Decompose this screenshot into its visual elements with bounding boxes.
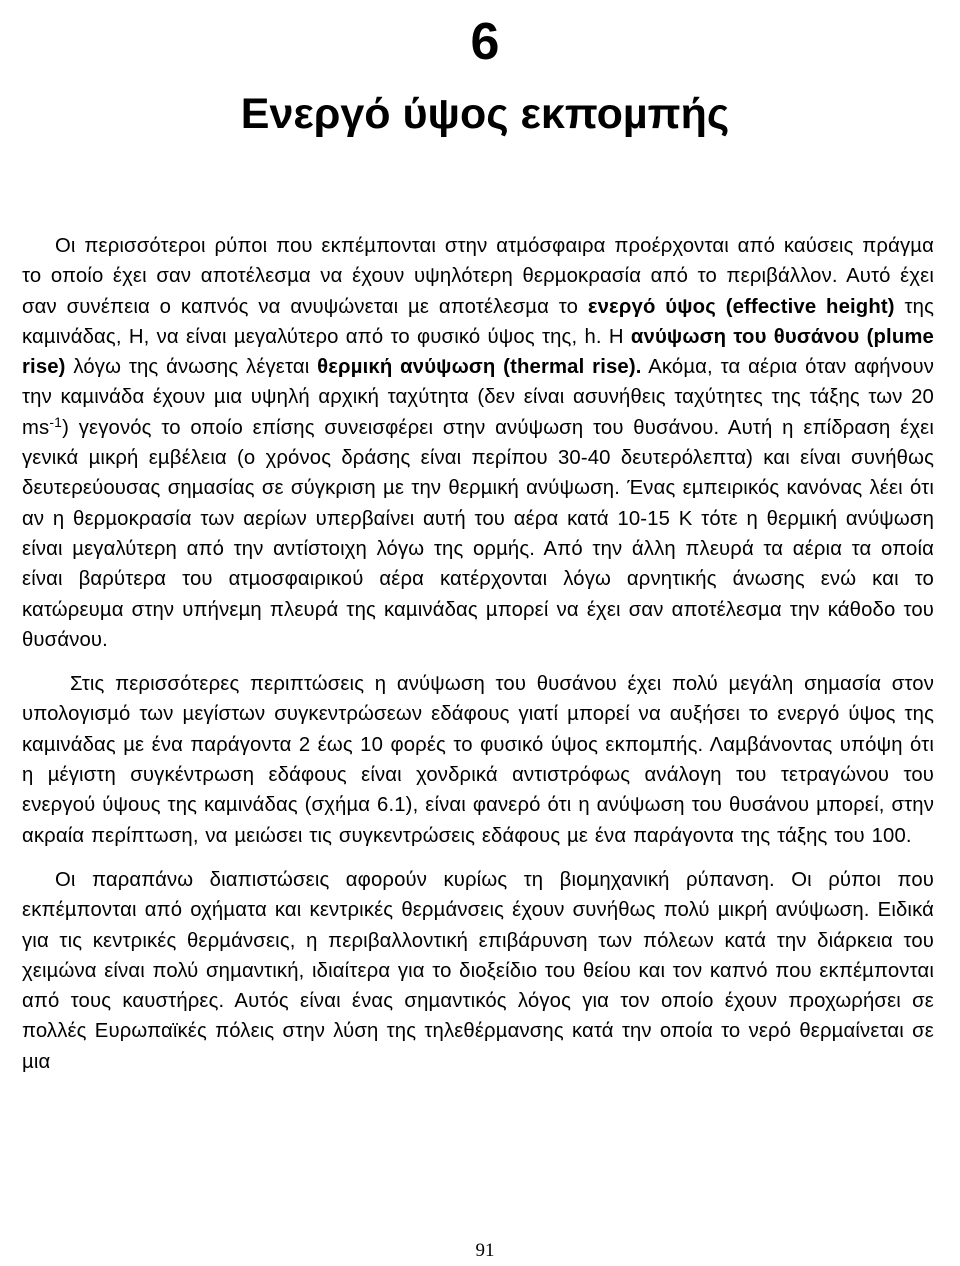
page-number: 91 <box>475 1240 495 1261</box>
paragraph-1-part-4: Ακόµα, τα αέρια όταν αφήνουν την καµινάδα έχουν µια υψηλή αρχική ταχύτητα (δεν είναι ασυνήθεις ταχύτητες της τάξης των 20 ms <box>22 356 934 439</box>
paragraph-3: Οι παραπάνω διαπιστώσεις αφορούν κυρίως τη βιοµηχανική ρύπανση. Οι ρύποι που εκπέµπονται από οχήµατα και κεντρικές θερµάνσεις έχουν συνήθως πολύ µικρή ανύψωση. Ειδικά για τις κεντρικές θερµάνσεις, η περιβαλλοντική επιβάρυνση των πόλεων κατά την διάρκεια του χειµώνα είναι πολύ σηµαντική, ιδιαίτερα για το διοξείδιο του θείου και τον καπνό που εκπέµπονται από τους καυστήρες. Αυτός είναι ένας σηµαντικός λόγος για τον οποίο έχουν προχωρήσει σε πολλές Ευρωπαϊκές πόλεις στην λύση της τηλεθέρµανσης κατά την οποία το νερό θερµαίνεται σε µια <box>22 868 934 1073</box>
term-plume-rise: ανύψωση του θυσάνου (plume rise) <box>22 325 934 379</box>
paragraph-1 <box>22 231 934 655</box>
paragraph-1-part-3: λόγω της άνωσης λέγεται <box>65 356 318 379</box>
body-text <box>22 231 934 1077</box>
term-effective-height: ενεργό ύψος (effective height) <box>587 295 895 318</box>
paragraph-1-part-5: ) γεγονός το οποίο επίσης συνεισφέρει στην ανύψωση του θυσάνου. Αυτή η επίδραση έχει γενικά µικρή εµβέλεια (ο χρόνος δράσης είναι περίπου 30-40 δευτερόλεπτα) και είναι συνήθως δευτερεύουσας σηµασίας σε σύγκριση µε την θερµική ανύψωση. Ένας εµπειρικός κανόνας λέει ότι αν η θερµοκρασία των αερίων υπερβαίνει αυτή του αέρα κατά 10-15 K τότε η θερµική ανύψωση είναι µεγαλύτερη από την αντίστοιχη λόγω της ορµής. Από την άλλη πλευρά τα αέρια τα οποία είναι βαρύτερα του ατµοσφαιρικού αέρα κατέρχονται λόγω αρνητικής άνωσης ενώ και το κατώρευµα στην υπήνεµη πλευρά της καµινάδας µπορεί να έχει σαν αποτέλεσµα την κάθοδο του θυσάνου. <box>22 416 934 651</box>
chapter-title: Ενεργό ύψος εκποµπής <box>240 90 730 138</box>
paragraph-1-part-2: της καµινάδας, H, να είναι µεγαλύτερο από το φυσικό ύψος της, h. Η <box>22 295 934 348</box>
term-thermal-rise: θερµική ανύψωση (thermal rise). <box>317 356 642 379</box>
paragraph-1-part-1: Οι περισσότεροι ρύποι που εκπέµπονται στην ατµόσφαιρα προέρχονται από καύσεις πράγµα το οποίο έχει σαν αποτέλεσµα να έχουν υψηλότερη θερµοκρασία από το περιβάλλον. Αυτό έχει σαν συνέπεια ο καπνός να ανυψώνεται µε αποτέλεσµα το <box>22 235 934 318</box>
unit-exponent: -1 <box>49 413 63 430</box>
chapter-number: 6 <box>470 13 500 71</box>
paragraph-2: Στις περισσότερες περιπτώσεις η ανύψωση του θυσάνου έχει πολύ µεγάλη σηµασία στον υπολογισµό των µεγίστων συγκεντρώσεων εδάφους γιατί µπορεί να αυξήσει το ενεργό ύψος της καµινάδας µε ένα παράγοντα 2 έως 10 φορές το φυσικό ύψος εκποµπής. Λαµβάνοντας υπόψη ότι η µέγιστη συγκέντρωση εδάφους είναι χονδρικά αντιστρόφως ανάλογη του τετραγώνου του ενεργού ύψους της καµινάδας (σχήµα 6.1), είναι φανερό ότι η ανύψωση του θυσάνου µπορεί, στην ακραία περίπτωση, να µειώσει τις συγκεντρώσεις εδάφους µε ένα παράγοντα της τάξης του 100. <box>22 673 934 847</box>
